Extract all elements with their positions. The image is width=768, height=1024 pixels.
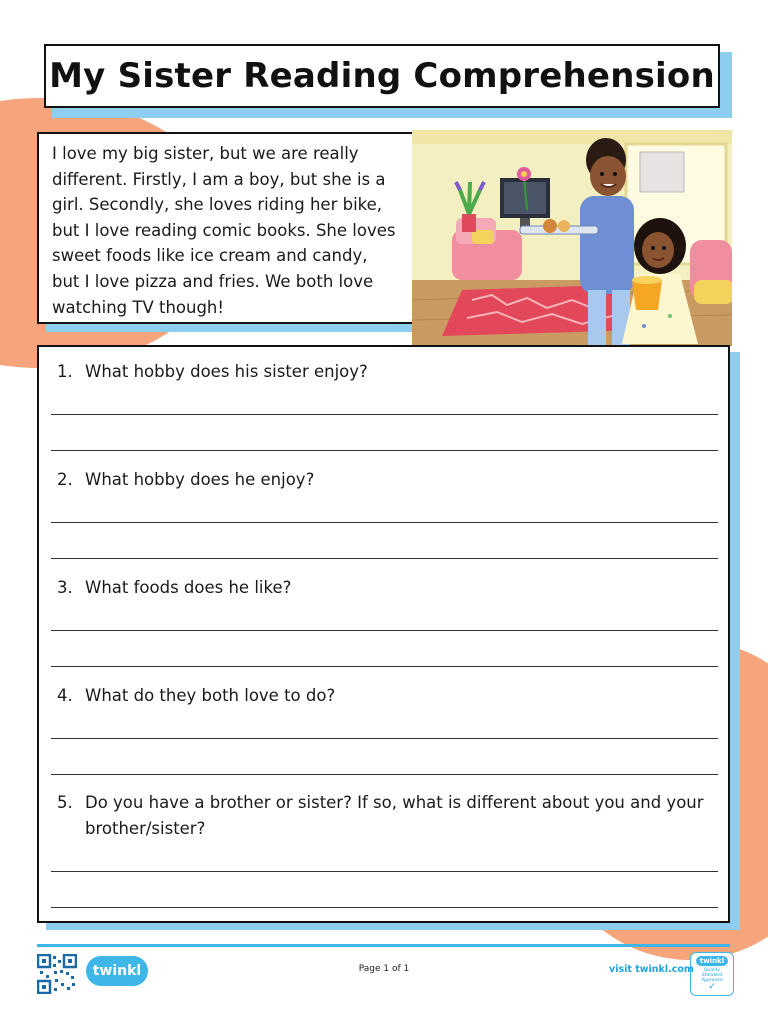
question-text: What foods does he like? (85, 578, 292, 597)
checkmark-icon: ✓ (708, 982, 716, 992)
story-line: I love my big sister, but we are really (52, 144, 359, 163)
question-text: What hobby does his sister enjoy? (85, 362, 368, 381)
question-2 (57, 467, 715, 493)
story-line: but I love reading comic books. She loves (52, 220, 396, 240)
question-4 (57, 683, 715, 709)
footer (0, 950, 768, 1000)
answer-line[interactable] (51, 907, 718, 908)
answer-line[interactable] (51, 630, 718, 631)
question-text: What do they both love to do? (85, 686, 336, 705)
answer-line[interactable] (51, 450, 718, 451)
story-line: girl. Secondly, she loves riding her bike, (52, 195, 383, 215)
question-number: 1. (57, 362, 73, 381)
siblings-illustration (412, 130, 732, 346)
badge-brand: twinkl (696, 956, 728, 966)
question-number: 4. (57, 686, 73, 705)
story-line: watching TV though! (52, 297, 225, 317)
answer-line[interactable] (51, 558, 718, 559)
answer-line[interactable] (51, 666, 718, 667)
page-title: My Sister Reading Comprehension (49, 56, 715, 96)
badge-text: Quality Standard Approved (701, 968, 723, 983)
question-1 (57, 359, 715, 385)
footer-rule (37, 944, 730, 947)
question-text: What hobby does he enjoy? (85, 470, 315, 489)
story-line: but I love pizza and fries. We both love (52, 271, 374, 291)
visit-link[interactable]: visit twinkl.com (609, 964, 694, 975)
story-passage (37, 132, 453, 324)
questions-panel (37, 345, 730, 923)
question-number: 5. (57, 793, 73, 812)
answer-line[interactable] (51, 738, 718, 739)
title-box (44, 44, 720, 108)
question-number: 2. (57, 470, 73, 489)
answer-line[interactable] (51, 774, 718, 775)
question-3 (57, 575, 715, 601)
question-5 (57, 790, 715, 842)
story-line: sweet foods like ice cream and candy, (52, 246, 368, 266)
question-text: Do you have a brother or sister? If so, what is different about you and your brother/sister? (85, 793, 704, 838)
answer-line[interactable] (51, 522, 718, 523)
brand-name: twinkl (92, 963, 142, 979)
answer-line[interactable] (51, 414, 718, 415)
qr-code-icon[interactable] (37, 954, 77, 994)
page-number: Page 1 of 1 (358, 964, 410, 974)
story-line: different. Firstly, I am a boy, but she is a (52, 169, 386, 189)
question-number: 3. (57, 578, 73, 597)
quality-badge (690, 952, 734, 996)
answer-line[interactable] (51, 871, 718, 872)
